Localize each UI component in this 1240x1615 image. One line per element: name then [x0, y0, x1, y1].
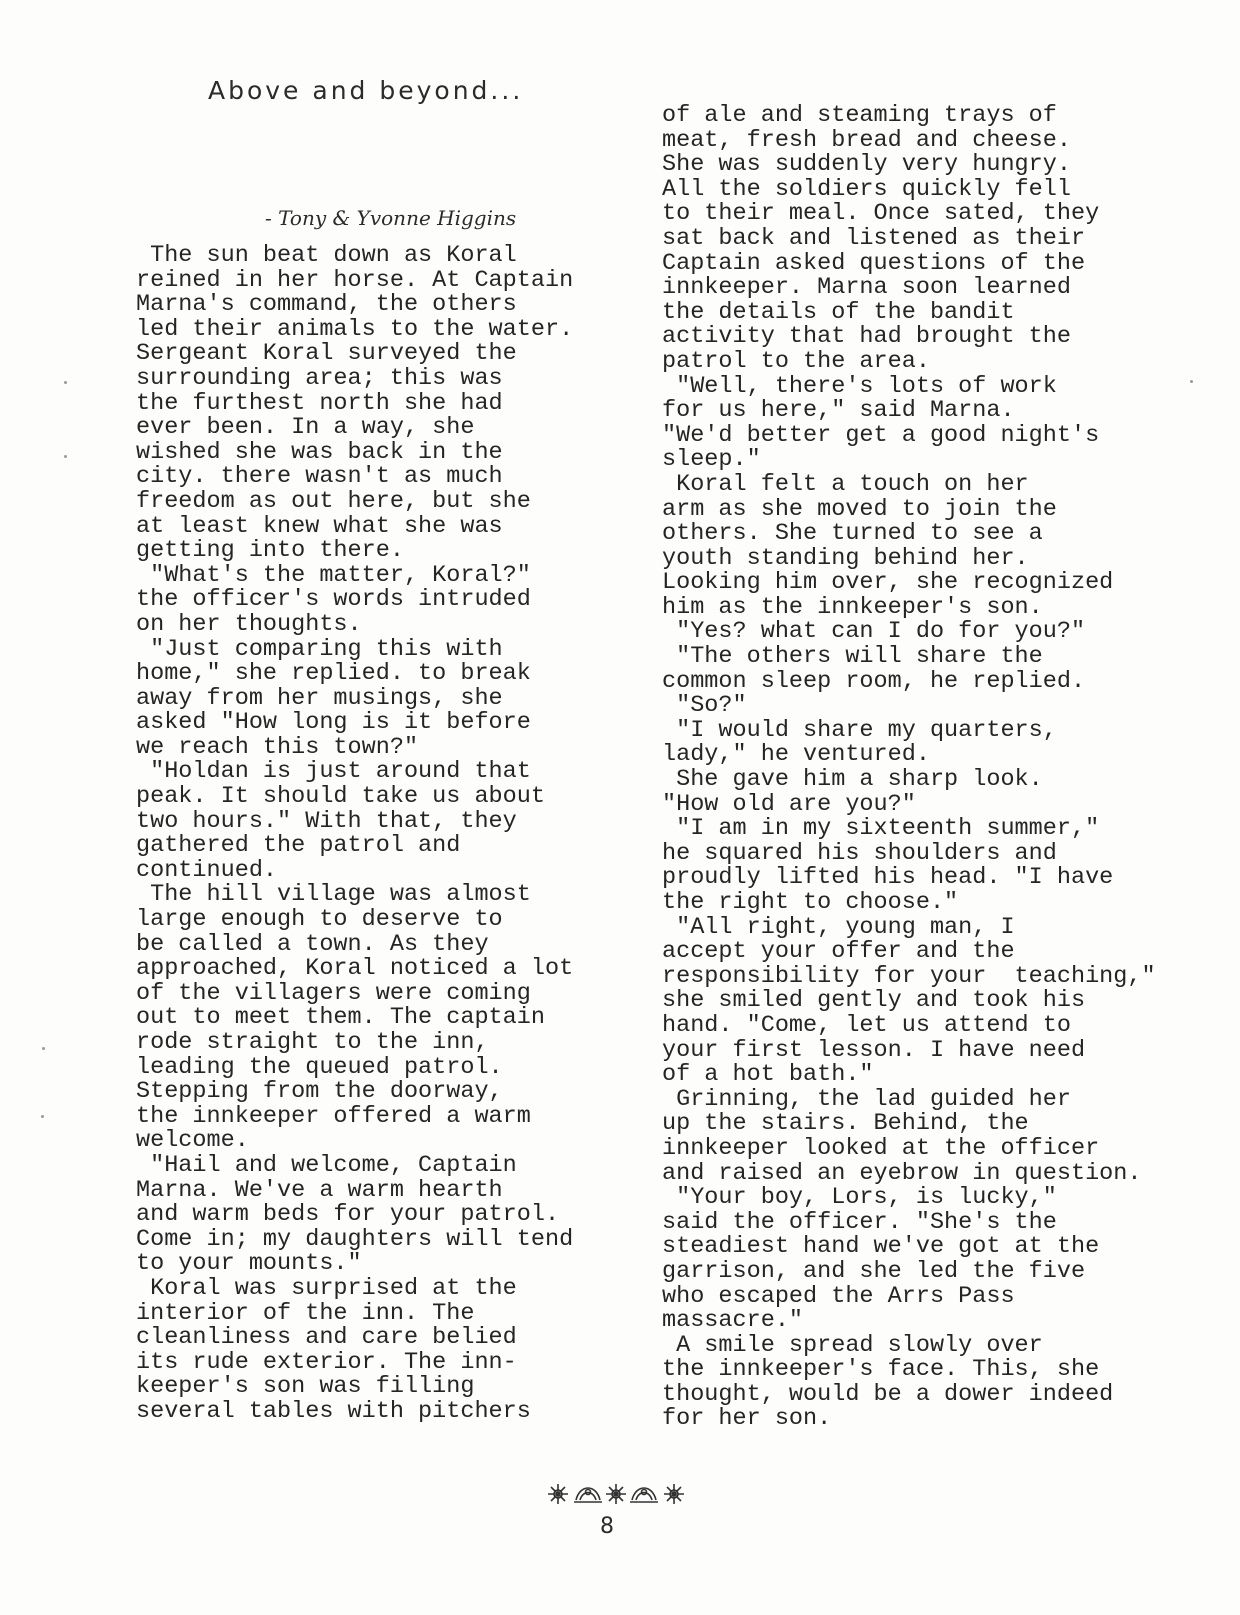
left-column-line: cleanliness and care belied	[136, 1324, 517, 1352]
right-column-line: She was suddenly very hungry.	[662, 151, 1071, 179]
right-column-line: innkeeper. Marna soon learned	[662, 274, 1071, 302]
right-column-line: of ale and steaming trays of	[662, 102, 1057, 129]
right-column-line: Grinning, the lad guided her	[662, 1085, 1071, 1113]
paper-speck	[1190, 380, 1193, 383]
left-column-line: approached, Koral noticed a lot	[136, 955, 574, 983]
left-column-line: wished she was back in the	[136, 438, 503, 466]
left-column-line: its rude exterior. The inn-	[136, 1348, 517, 1376]
left-column-line: on her thoughts.	[136, 610, 362, 638]
right-column-line: thought, would be a dower indeed	[662, 1380, 1114, 1408]
right-column-line: Koral felt a touch on her	[662, 470, 1029, 498]
right-column-line: sat back and listened as their	[662, 224, 1086, 252]
left-column-line: getting into there.	[136, 537, 404, 565]
right-column-line: She gave him a sharp look.	[662, 766, 1043, 794]
right-column-line: "How old are you?"	[662, 790, 916, 818]
right-column-line: "I would share my quarters,	[662, 716, 1057, 744]
right-column-line: "So?"	[662, 692, 747, 720]
left-column-line: reined in her horse. At Captain	[136, 266, 574, 294]
left-column-line: the officer's words intruded	[136, 586, 531, 614]
text-column-left	[136, 244, 616, 1425]
right-column-line: Captain asked questions of the	[662, 249, 1086, 277]
right-column-line: for us here," said Marna.	[662, 397, 1015, 425]
right-column-line: meat, fresh bread and cheese.	[662, 126, 1071, 154]
left-column-line: leading the queued patrol.	[136, 1053, 503, 1081]
right-column-line: up the stairs. Behind, the	[662, 1110, 1029, 1138]
left-column-line: "What's the matter, Koral?"	[136, 561, 531, 589]
right-column-line: "All right, young man, I	[662, 913, 1015, 941]
right-column-line: innkeeper looked at the officer	[662, 1134, 1100, 1162]
right-column-line: others. She turned to see a	[662, 520, 1043, 548]
left-column-line: rode straight to the inn,	[136, 1029, 489, 1056]
left-column-line: Stepping from the doorway,	[136, 1078, 503, 1106]
right-column-line: proudly lifted his head. "I have	[662, 864, 1114, 892]
right-column-line: the innkeeper's face. This, she	[662, 1356, 1100, 1384]
left-column-line: Koral was surprised at the	[136, 1274, 517, 1302]
right-column-line: "I am in my sixteenth summer,"	[662, 815, 1100, 843]
right-column-line: "The others will share the	[662, 643, 1043, 671]
paper-speck	[41, 1115, 44, 1118]
right-column-line: arm as she moved to join the	[662, 495, 1057, 523]
right-column-line: youth standing behind her.	[662, 544, 1029, 572]
left-column-line: "Holdan is just around that	[136, 758, 531, 786]
text-column-right	[662, 104, 1202, 1432]
right-column-line: activity that had brought the	[662, 323, 1071, 351]
left-column-line: several tables with pitchers	[136, 1397, 531, 1425]
right-column-line: sleep."	[662, 446, 761, 474]
left-column-line: gathered the patrol and	[136, 832, 461, 860]
right-column-line: she smiled gently and took his	[662, 987, 1086, 1015]
left-column-line: keeper's son was filling	[136, 1373, 475, 1401]
left-column-line: be called a town. As they	[136, 930, 489, 958]
left-column-line: freedom as out here, but she	[136, 487, 531, 515]
left-column-line: continued.	[136, 856, 278, 884]
article-title: Above and beyond...	[208, 76, 524, 105]
right-column-line: "We'd better get a good night's	[662, 421, 1100, 449]
left-column-line: home," she replied. to break	[136, 660, 531, 688]
right-column-line: for her son.	[662, 1405, 832, 1433]
page-number: 8	[600, 1514, 614, 1539]
left-column-line: at least knew what she was	[136, 512, 503, 540]
right-column-line: "Well, there's lots of work	[662, 372, 1057, 400]
left-column-line: out to meet them. The captain	[136, 1004, 545, 1032]
left-column-line: the innkeeper offered a warm	[136, 1102, 531, 1130]
left-column-line: two hours." With that, they	[136, 807, 517, 835]
right-column-line: steadiest hand we've got at the	[662, 1233, 1100, 1261]
paper-speck	[64, 381, 67, 384]
right-column-line: said the officer. "She's the	[662, 1208, 1057, 1236]
right-column-line: garrison, and she led the five	[662, 1257, 1086, 1285]
left-column-line: surrounding area; this was	[136, 364, 503, 392]
paper-speck	[64, 455, 67, 458]
left-column-line: ever been. In a way, she	[136, 414, 475, 442]
left-column-line: "Just comparing this with	[136, 635, 503, 663]
left-column-line: of the villagers were coming	[136, 979, 531, 1007]
right-column-line: of a hot bath."	[662, 1061, 874, 1089]
left-column-line: Marna's command, the others	[136, 291, 517, 319]
right-column-line: and raised an eyebrow in question.	[662, 1159, 1142, 1187]
right-column-line: who escaped the Arrs Pass	[662, 1282, 1015, 1310]
left-column-line: and warm beds for your patrol.	[136, 1201, 560, 1229]
right-column-line: massacre."	[662, 1307, 804, 1335]
left-column-line: the furthest north she had	[136, 389, 503, 417]
left-column-line: to your mounts."	[136, 1250, 362, 1278]
right-column-line: patrol to the area.	[662, 347, 930, 375]
paper-speck	[42, 1047, 45, 1050]
left-column-line: we reach this town?"	[136, 733, 419, 761]
left-column-line: Come in; my daughters will tend	[136, 1225, 574, 1253]
left-column-line: "Hail and welcome, Captain	[136, 1151, 517, 1179]
right-column-line: to their meal. Once sated, they	[662, 200, 1100, 228]
left-column-line: led their animals to the water.	[136, 315, 574, 343]
right-column-line: Looking him over, she recognized	[662, 569, 1114, 597]
left-column-line: city. there wasn't as much	[136, 463, 503, 491]
left-column-line: peak. It should take us about	[136, 783, 545, 811]
left-column-line: away from her musings, she	[136, 684, 503, 712]
right-column-line: "Your boy, Lors, is lucky,"	[662, 1184, 1057, 1212]
decorative-flourish-icon	[544, 1477, 688, 1511]
left-column-line: asked "How long is it before	[136, 709, 531, 737]
left-column-line: Marna. We've a warm hearth	[136, 1176, 503, 1204]
left-column-line: Sergeant Koral surveyed the	[136, 340, 517, 368]
article-byline: - Tony & Yvonne Higgins	[265, 206, 517, 230]
left-column-line: welcome.	[136, 1127, 249, 1155]
left-column-line: large enough to deserve to	[136, 906, 503, 934]
left-column-line: The sun beat down as Koral	[136, 242, 517, 269]
left-column-line: interior of the inn. The	[136, 1299, 475, 1327]
right-column-line: accept your offer and the	[662, 938, 1015, 966]
right-column-line: All the soldiers quickly fell	[662, 175, 1071, 203]
right-column-line: A smile spread slowly over	[662, 1331, 1043, 1359]
right-column-line: the right to choose."	[662, 889, 959, 916]
right-column-line: hand. "Come, let us attend to	[662, 1011, 1071, 1039]
right-column-line: lady," he ventured.	[662, 741, 930, 769]
right-column-line: your first lesson. I have need	[662, 1036, 1086, 1064]
left-column-line: The hill village was almost	[136, 881, 531, 909]
right-column-line: common sleep room, he replied.	[662, 667, 1086, 695]
right-column-line: responsibility for your teaching,"	[662, 962, 1156, 990]
right-column-line: he squared his shoulders and	[662, 839, 1057, 867]
right-column-line: him as the innkeeper's son.	[662, 593, 1043, 621]
right-column-line: the details of the bandit	[662, 298, 1015, 326]
right-column-line: "Yes? what can I do for you?"	[662, 618, 1086, 646]
